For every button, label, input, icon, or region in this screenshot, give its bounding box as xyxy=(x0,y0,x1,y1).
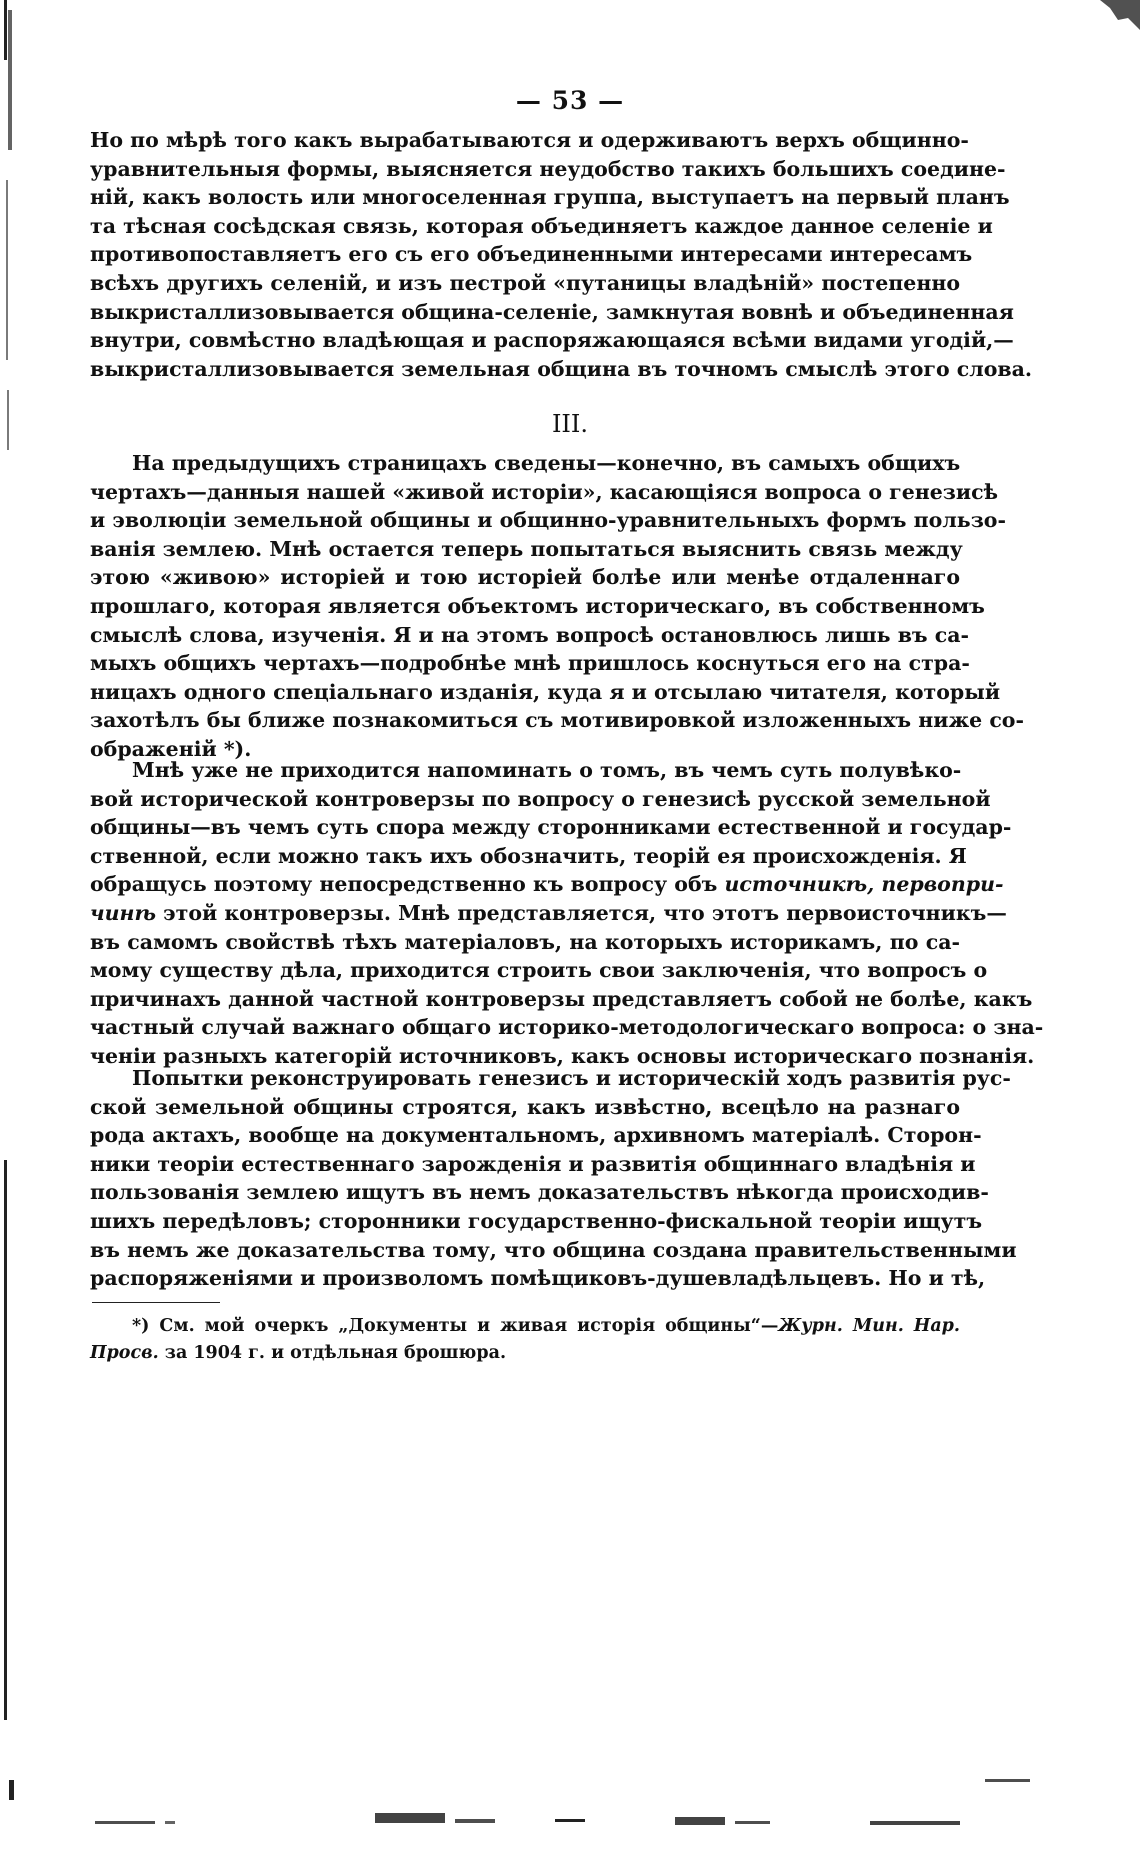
text-line: уравнительныя формы, выясняется неудобство такихъ большихъ соедине- xyxy=(90,156,1006,181)
page-number: — 53 — xyxy=(515,86,625,115)
text-line: внутри, совмѣстно владѣющая и распоряжающаяся всѣми видами угодій,— xyxy=(90,328,1014,353)
text-line: смыслѣ слова, изученія. Я и на этомъ вопросѣ остановлюсь лишь въ са- xyxy=(90,622,970,647)
text-line: всѣхъ другихъ селеній, и изъ пестрой «путаницы владѣній» постепенно xyxy=(90,270,960,295)
scan-edge-artifact-left xyxy=(0,0,14,1859)
text-line: общины—въ чемъ суть спора между сторонниками естественной и государ- xyxy=(90,815,1012,840)
footnote-journal-abbrev: Просв. xyxy=(90,1343,159,1363)
text-line: этою «живою» исторіей и тою исторіей болѣе или менѣе отдаленнаго xyxy=(90,565,960,590)
text-line: чертахъ—данныя нашей «живой исторіи», касающіяся вопроса о генезисѣ xyxy=(90,479,998,504)
text-line: ченіи разныхъ категорій источниковъ, какъ основы историческаго познанія. xyxy=(90,1043,1035,1068)
text-line: На предыдущихъ страницахъ сведены—конечно, въ самыхъ общихъ xyxy=(132,451,961,475)
footnote-divider xyxy=(92,1302,220,1303)
text-line: мыхъ общихъ чертахъ—подробнѣе мнѣ пришлось коснуться его на стра- xyxy=(90,651,970,676)
text-line: противопоставляетъ его съ его объединенными интересами интересамъ xyxy=(90,242,973,267)
text-line: выкристаллизовывается земельная община въ точномъ смыслѣ этого слова. xyxy=(90,356,1033,381)
text-line: шихъ передѣловъ; сторонники государственно-фискальной теоріи ищутъ xyxy=(90,1208,983,1233)
emphasis-text: источникѣ, первопри- xyxy=(724,872,1004,897)
text-line: вой исторической контроверзы по вопросу о генезисѣ русской земельной xyxy=(90,786,991,811)
section-heading: III. xyxy=(551,410,589,438)
footnote-journal: Журн. Мин. Нар. xyxy=(778,1316,960,1336)
text-line: Но по мѣрѣ того какъ вырабатываются и одерживаютъ верхъ общинно- xyxy=(90,128,969,152)
text-line: ственной, если можно такъ ихъ обозначить, теорій ея происхожденія. Я xyxy=(90,843,967,868)
text-line: ванія землею. Мнѣ остается теперь попытаться выяснить связь между xyxy=(90,536,963,561)
text-line: выкристаллизовывается община-селеніе, замкнутая вовнѣ и объединенная xyxy=(90,299,1014,324)
text-line: мому существу дѣла, приходится строить свои заключенія, что вопросъ о xyxy=(90,958,988,983)
paragraph-continuation xyxy=(90,126,1033,383)
paragraph xyxy=(90,756,1044,1071)
text-line xyxy=(90,899,1007,928)
emphasis-text: чинѣ xyxy=(90,900,157,925)
footnote-line xyxy=(90,1313,960,1340)
text-line: Мнѣ уже не приходится напоминать о томъ, въ чемъ суть полувѣко- xyxy=(132,758,962,782)
text-line: ображеній *). xyxy=(90,736,252,761)
text-line: прошлаго, которая является объектомъ историческаго, въ собственномъ xyxy=(90,593,985,618)
text-line: ницахъ одного спеціальнаго изданія, куда я и отсылаю читателя, который xyxy=(90,679,1001,704)
text-line: Попытки реконструировать генезисъ и историческій ходъ развитія рус- xyxy=(132,1066,1011,1090)
text-line: ній, какъ волость или многоселенная группа, выступаетъ на первый планъ xyxy=(90,185,1010,210)
scan-corner-artifact xyxy=(1090,0,1140,40)
text-run: этой контроверзы. Мнѣ представляется, что этотъ первоисточникъ— xyxy=(156,900,1007,925)
text-line: ской земельной общины строятся, какъ извѣстно, всецѣло на разнаго xyxy=(90,1094,960,1119)
footnote-text: *) См. мой очеркъ „Документы и живая исторія общины“— xyxy=(132,1316,779,1336)
footnote xyxy=(90,1313,960,1367)
text-line: въ немъ же доказательства тому, что община создана правительственными xyxy=(90,1237,1017,1262)
text-line: въ самомъ свойствѣ тѣхъ матеріаловъ, на которыхъ историкамъ, по са- xyxy=(90,929,960,954)
scan-bottom-artifact xyxy=(0,1799,1140,1859)
text-line: причинахъ данной частной контроверзы представляетъ собой не болѣе, какъ xyxy=(90,986,1033,1011)
paragraph xyxy=(90,449,1024,764)
footnote-line xyxy=(90,1340,960,1367)
paragraph xyxy=(90,1064,1017,1293)
text-line: пользованія землею ищутъ въ немъ доказательствъ нѣкогда происходив- xyxy=(90,1180,989,1205)
footnote-tail: за 1904 г. и отдѣльная брошюра. xyxy=(158,1343,507,1363)
text-line: та тѣсная сосѣдская связь, которая объединяетъ каждое данное селеніе и xyxy=(90,213,993,238)
text-line xyxy=(90,870,1004,899)
text-line: частный случай важнаго общаго историко-методологическаго вопроса: о зна- xyxy=(90,1015,1044,1040)
text-line: захотѣлъ бы ближе познакомиться съ мотивировкой изложенныхъ ниже со- xyxy=(90,708,1024,733)
text-line: и эволюціи земельной общины и общинно-уравнительныхъ формъ пользо- xyxy=(90,508,1006,533)
text-line: ники теоріи естественнаго зарожденія и развитія общиннаго владѣнія и xyxy=(90,1151,976,1176)
text-run: обращусь поэтому непосредственно къ вопросу объ xyxy=(90,872,725,897)
text-line: рода актахъ, вообще на документальномъ, архивномъ матеріалѣ. Сторон- xyxy=(90,1123,982,1148)
text-line: распоряженіями и произволомъ помѣщиковъ-душевладѣльцевъ. Но и тѣ, xyxy=(90,1266,986,1291)
